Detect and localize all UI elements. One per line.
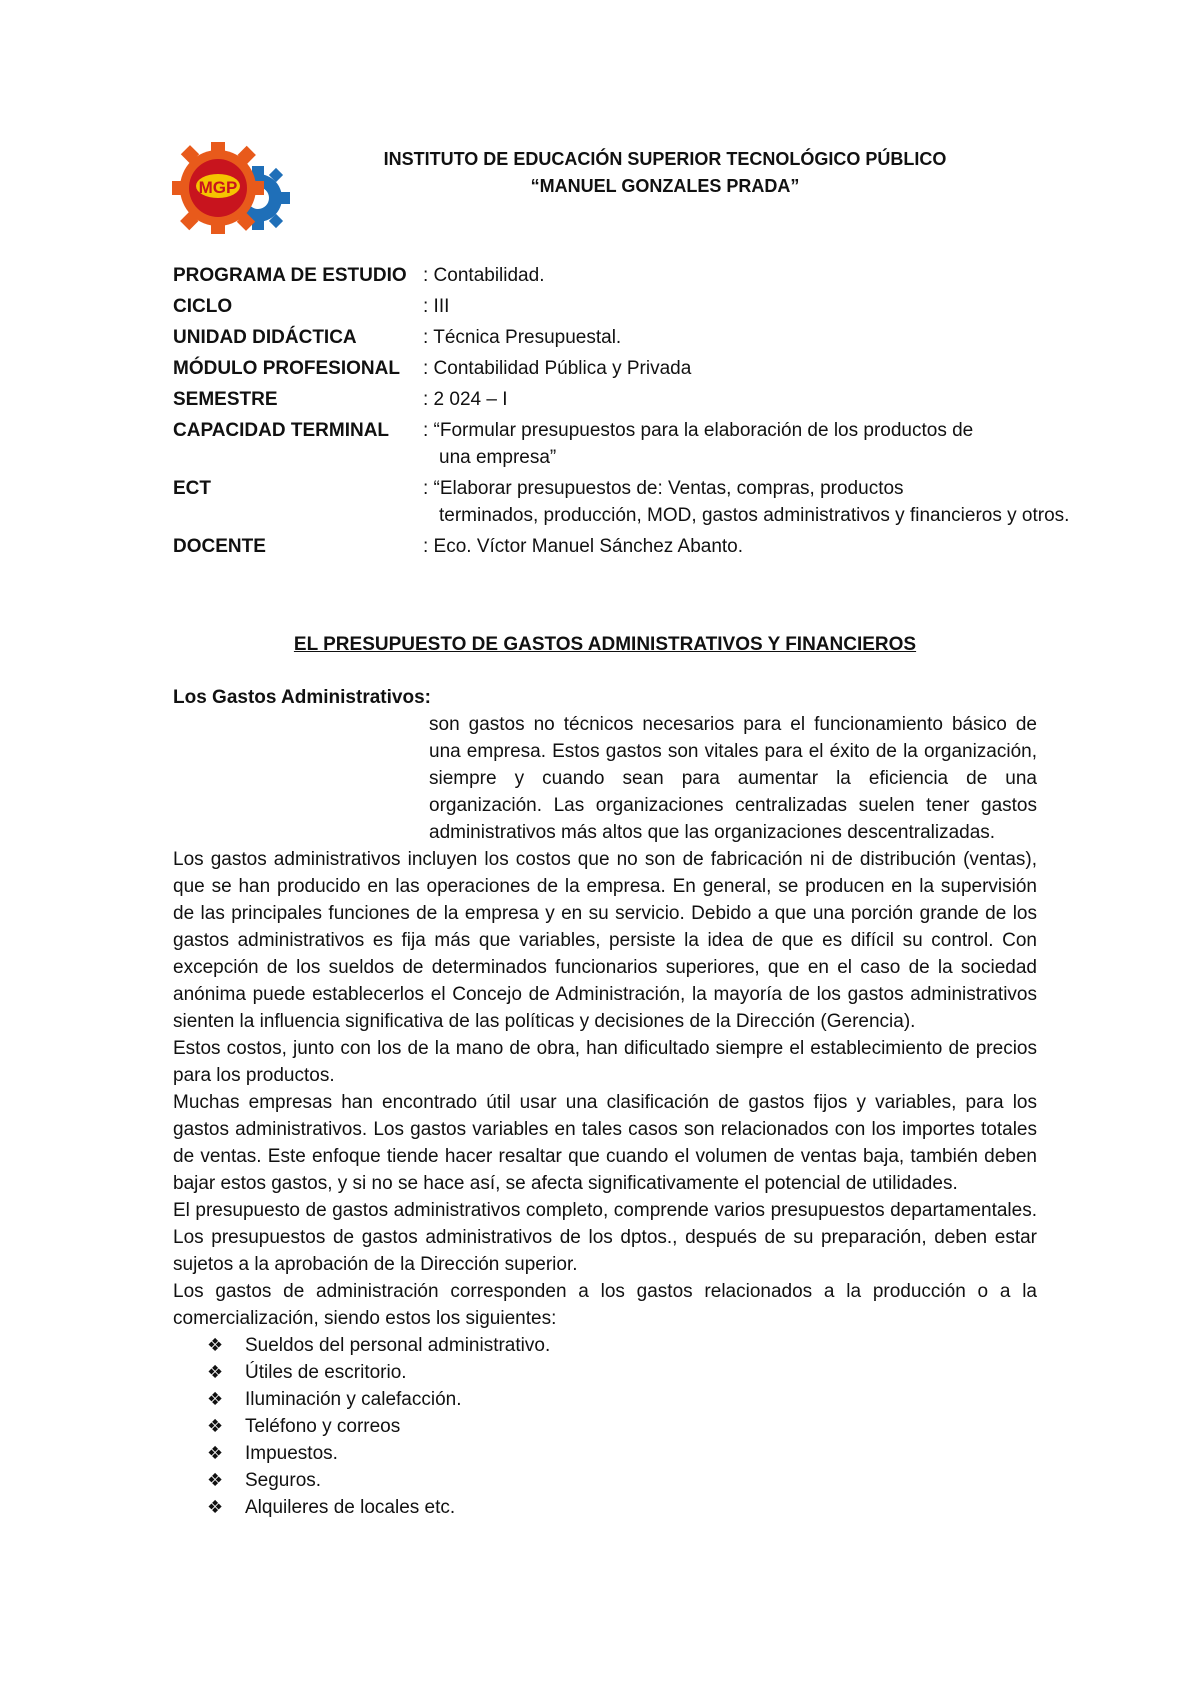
meta-value-continued: terminados, producción, MOD, gastos administrativos y financieros y otros. xyxy=(439,505,1070,526)
gear-logo-icon xyxy=(166,142,292,238)
meta-row xyxy=(173,417,1073,471)
course-metadata xyxy=(173,262,1073,564)
meta-label: CAPACIDAD TERMINAL xyxy=(173,420,390,441)
list-item: ❖ Seguros. xyxy=(207,1467,1037,1494)
meta-label: MÓDULO PROFESIONAL xyxy=(173,358,400,379)
meta-value: : III xyxy=(423,296,450,317)
paragraph: Los gastos de administración corresponden a los gastos relacionados a la producción o a la comercialización, siendo estos los siguientes: xyxy=(173,1281,1037,1329)
document-body xyxy=(173,684,1037,1521)
meta-value-continued: una empresa” xyxy=(439,447,557,468)
four-diamond-bullet-icon: ❖ xyxy=(207,1443,224,1463)
meta-label: CICLO xyxy=(173,296,233,317)
list-item: ❖ Impuestos. xyxy=(207,1440,1037,1467)
meta-value: : Contabilidad Pública y Privada xyxy=(423,358,692,379)
paragraph: son gastos no técnicos necesarios para el funcionamiento básico de una empresa. Estos gastos son vitales para el éxito de la organización, siempre y cuando sean para aumentar la eficiencia de una organización. Las organizaciones centralizadas suelen tener gastos administrativos más altos que las organizaciones descentralizadas. xyxy=(429,714,1037,843)
meta-row xyxy=(173,324,1073,351)
meta-row xyxy=(173,262,1073,289)
expense-list xyxy=(173,1332,1037,1521)
meta-value: : Contabilidad. xyxy=(423,265,545,286)
institute-line-1: INSTITUTO DE EDUCACIÓN SUPERIOR TECNOLÓGICO PÚBLICO xyxy=(383,149,947,169)
meta-label: UNIDAD DIDÁCTICA xyxy=(173,327,357,348)
meta-value: : 2 024 – I xyxy=(423,389,508,410)
section-title: EL PRESUPUESTO DE GASTOS ADMINISTRATIVOS Y FINANCIEROS xyxy=(293,634,917,655)
institute-logo xyxy=(166,142,292,238)
four-diamond-bullet-icon: ❖ xyxy=(207,1389,224,1409)
list-item: ❖ Teléfono y correos xyxy=(207,1413,1037,1440)
svg-text:MGP: MGP xyxy=(198,178,238,197)
four-diamond-bullet-icon: ❖ xyxy=(207,1362,224,1382)
paragraph: Estos costos, junto con los de la mano de obra, han dificultado siempre el establecimiento de precios para los productos. xyxy=(173,1038,1037,1086)
paragraph: El presupuesto de gastos administrativos completo, comprende varios presupuestos departamentales. Los presupuestos de gastos administrativos de los dptos., después de su preparación, deben estar sujetos a la aprobación de la Dirección superior. xyxy=(173,1200,1037,1275)
four-diamond-bullet-icon: ❖ xyxy=(207,1416,224,1436)
institute-name xyxy=(300,146,1030,200)
list-item: ❖ Alquileres de locales etc. xyxy=(207,1494,1037,1521)
subheading: Los Gastos Administrativos: xyxy=(173,687,431,708)
meta-value: : Técnica Presupuestal. xyxy=(423,327,622,348)
meta-row xyxy=(173,475,1073,529)
paragraph: Los gastos administrativos incluyen los costos que no son de fabricación ni de distribución (ventas), que se han producido en las operaciones de la empresa. En general, se producen en la supervisión de las principales funciones de la empresa y en su servicio. Debido a que una porción grande de los gastos administrativos es fija más que variables, persiste la idea de que es difícil su control. Con excepción de los sueldos de determinados funcionarios superiores, que en el caso de la sociedad anónima puede establecerlos el Concejo de Administración, la mayoría de los gastos administrativos sienten la influencia significativa de las políticas y decisiones de la Dirección (Gerencia). xyxy=(173,849,1037,1032)
list-item: ❖ Sueldos del personal administrativo. xyxy=(207,1332,1037,1359)
paragraph: Muchas empresas han encontrado útil usar una clasificación de gastos fijos y variables, para los gastos administrativos. Los gastos variables en tales casos son relacionados con los importes totales de ventas. Este enfoque tiende hacer resaltar que cuando el volumen de ventas baja, también deben bajar estos gastos, y si no se hace así, se afecta significativamente el potencial de utilidades. xyxy=(173,1092,1037,1194)
meta-row xyxy=(173,533,1073,560)
meta-row xyxy=(173,355,1073,382)
institute-line-2: “MANUEL GONZALES PRADA” xyxy=(530,176,800,196)
meta-label: SEMESTRE xyxy=(173,389,278,410)
four-diamond-bullet-icon: ❖ xyxy=(207,1470,224,1490)
meta-label: PROGRAMA DE ESTUDIO xyxy=(173,265,407,286)
list-item: ❖ Iluminación y calefacción. xyxy=(207,1386,1037,1413)
meta-value: : “Elaborar presupuestos de: Ventas, compras, productos xyxy=(423,478,904,499)
meta-label: ECT xyxy=(173,478,211,499)
meta-row xyxy=(173,386,1073,413)
meta-value: : Eco. Víctor Manuel Sánchez Abanto. xyxy=(423,536,744,557)
meta-value: : “Formular presupuestos para la elaboración de los productos de xyxy=(423,420,974,441)
four-diamond-bullet-icon: ❖ xyxy=(207,1335,224,1355)
meta-label: DOCENTE xyxy=(173,536,266,557)
four-diamond-bullet-icon: ❖ xyxy=(207,1497,224,1517)
list-item: ❖ Útiles de escritorio. xyxy=(207,1359,1037,1386)
meta-row xyxy=(173,293,1073,320)
